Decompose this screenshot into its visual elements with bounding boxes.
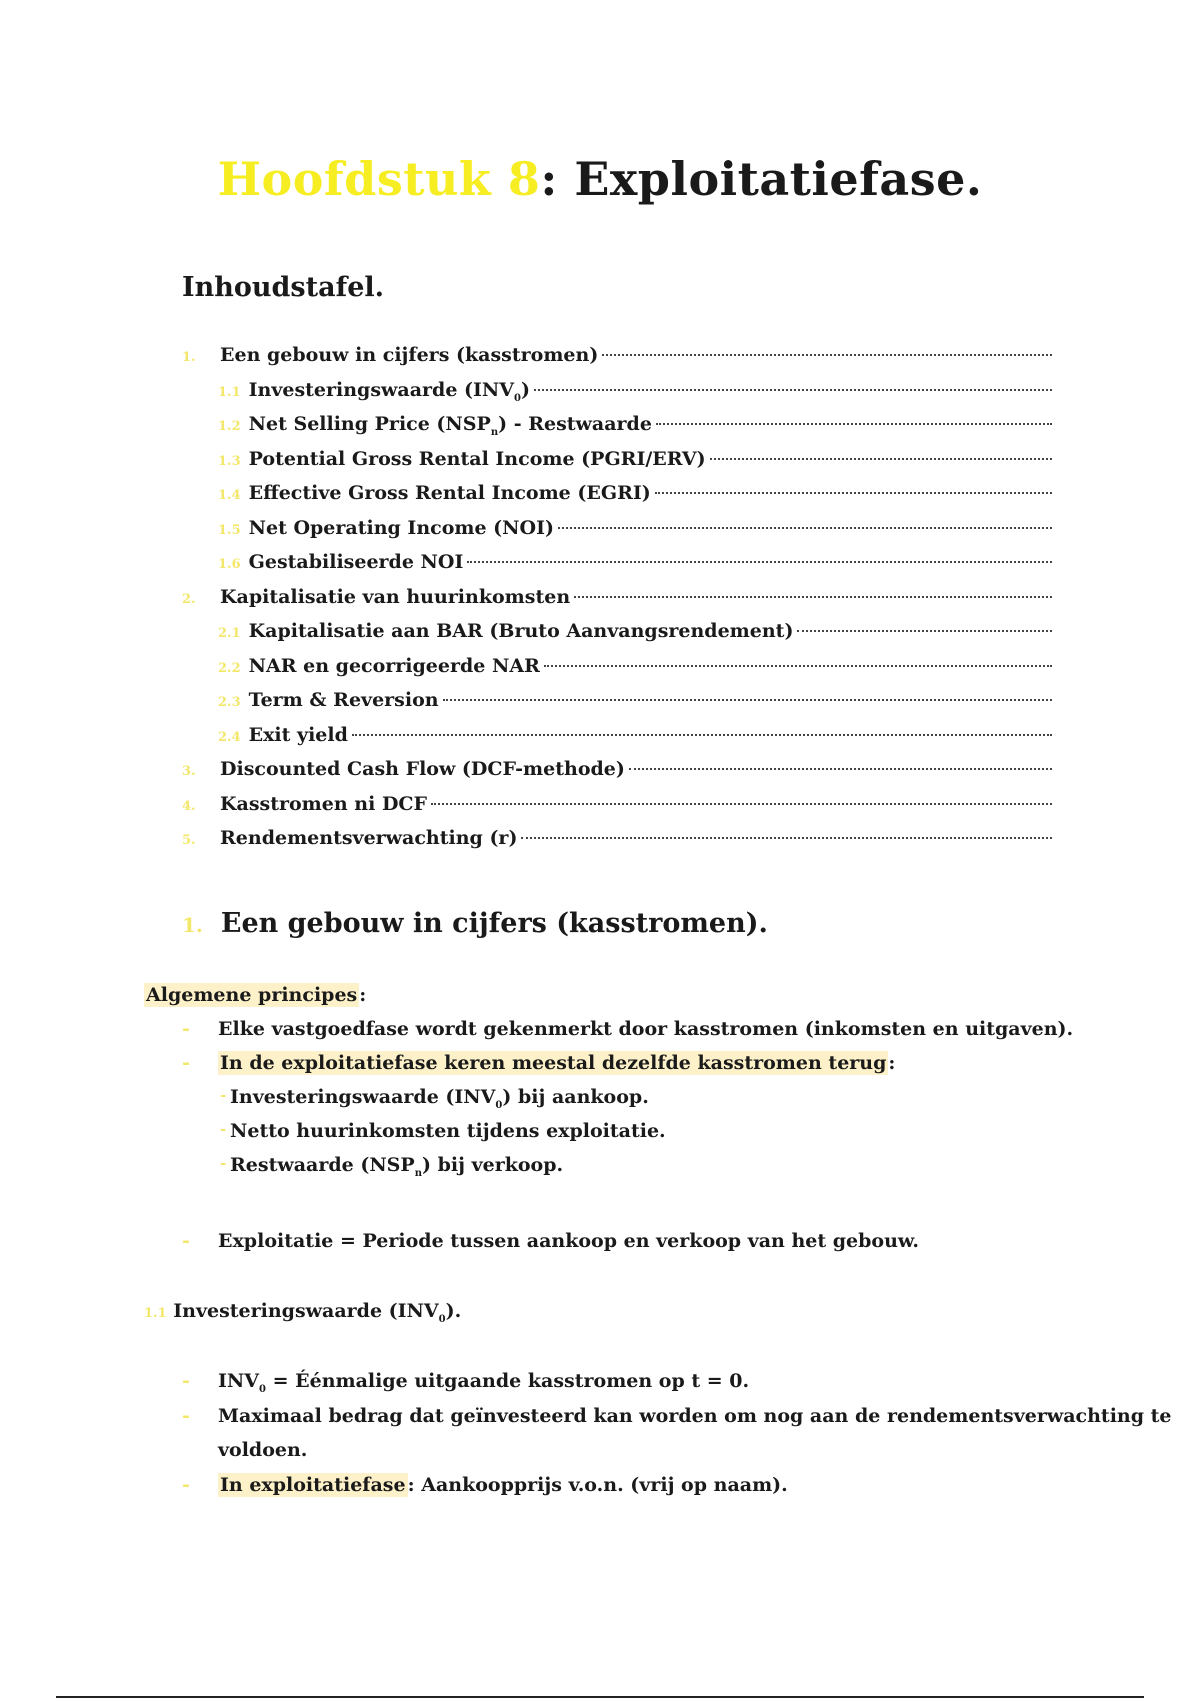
bullet-dash: - bbox=[182, 1018, 190, 1040]
toc-item-label: Discounted Cash Flow (DCF-methode) bbox=[220, 758, 625, 780]
bullet-dash: - bbox=[182, 1405, 190, 1427]
toc-item-number: 4. bbox=[182, 798, 196, 814]
toc-item-label: Exit yield bbox=[248, 723, 348, 746]
toc-item-number: 2.3 bbox=[218, 695, 241, 710]
toc-leader-dots bbox=[521, 837, 1052, 839]
toc-item-label: Kasstromen ni DCF bbox=[220, 792, 428, 815]
toc-heading: Inhoudstafel. bbox=[182, 272, 385, 303]
bullet-1: Elke vastgoedfase wordt gekenmerkt door kasstromen (inkomsten en uitgaven). bbox=[218, 1018, 1074, 1040]
toc-item-number: 1.4 bbox=[218, 488, 241, 503]
inv-bullet-3: In exploitatiefase : Aankoopprijs v.o.n. (vrij op naam). bbox=[220, 1474, 788, 1496]
toc-item-number: 1.3 bbox=[218, 453, 241, 469]
toc-item-number: 1. bbox=[182, 350, 196, 365]
toc-item-number: 2. bbox=[182, 591, 196, 607]
toc-item[interactable] bbox=[182, 827, 1052, 857]
toc-item[interactable] bbox=[218, 551, 1052, 581]
toc-item[interactable] bbox=[182, 586, 1052, 616]
bullet-dash: - bbox=[182, 1370, 190, 1392]
sub-bullet-1: Investeringswaarde $(INV_0)$ bij aankoop. bbox=[230, 1086, 649, 1111]
toc-leader-dots bbox=[431, 803, 1052, 805]
toc-item-number: 2.4 bbox=[218, 729, 241, 745]
toc-leader-dots bbox=[534, 389, 1052, 391]
toc-item-label: Investeringswaarde $(INV_0)$ bbox=[248, 378, 530, 404]
toc-item-label: Term & Reversion bbox=[248, 689, 439, 711]
toc-leader-dots bbox=[558, 527, 1052, 529]
sub-bullet-3: Restwaarde $(NSP_n)$ bij verkoop. bbox=[230, 1154, 564, 1179]
bullet-dash: - bbox=[182, 1474, 190, 1496]
toc-item[interactable] bbox=[182, 758, 1052, 788]
bullet-3: Exploitatie = Periode tussen aankoop en verkoop van het gebouw. bbox=[218, 1230, 919, 1252]
bullet-dash: - bbox=[182, 1052, 190, 1074]
toc-leader-dots bbox=[710, 458, 1052, 460]
toc-item-label: Een gebouw in cijfers (kasstromen) bbox=[220, 344, 599, 366]
toc-item-number: 3. bbox=[182, 764, 196, 779]
toc-item[interactable] bbox=[182, 344, 1052, 374]
section-number: 1. bbox=[182, 913, 203, 937]
toc-leader-dots bbox=[352, 734, 1052, 736]
toc-item[interactable] bbox=[218, 620, 1052, 650]
toc-leader-dots bbox=[443, 699, 1052, 701]
toc-item[interactable] bbox=[218, 413, 1052, 443]
toc-item-number: 1.2 bbox=[218, 419, 241, 434]
toc-item[interactable] bbox=[218, 482, 1052, 512]
toc-item[interactable] bbox=[218, 448, 1052, 478]
title-chapter: Hoofdstuk 8 bbox=[217, 152, 541, 206]
toc-item-number: 1.1 bbox=[218, 384, 241, 400]
toc-leader-dots bbox=[602, 354, 1052, 356]
toc-item[interactable] bbox=[218, 379, 1052, 409]
section-heading bbox=[182, 908, 768, 939]
toc-item-label: Kapitalisatie van huurinkomsten bbox=[220, 585, 571, 608]
footer-rule bbox=[56, 1696, 1144, 1698]
page-title bbox=[0, 152, 1200, 206]
section-title: Een gebouw in cijfers (kasstromen). bbox=[220, 908, 768, 939]
toc-item-label: Net Operating Income (NOI) bbox=[248, 516, 554, 539]
title-text: : Exploitatiefase. bbox=[540, 152, 983, 206]
toc-leader-dots bbox=[467, 561, 1052, 563]
toc-item-number: 1.5 bbox=[218, 522, 241, 538]
toc-item-label: Potential Gross Rental Income (PGRI/ERV) bbox=[248, 447, 706, 470]
principles-label: Algemene principes : bbox=[146, 984, 367, 1006]
toc-leader-dots bbox=[656, 423, 1052, 425]
inv-bullet-1: $INV_0$ = Éénmalige uitgaande kasstromen op t = 0. bbox=[218, 1370, 750, 1395]
bullet-2: In de exploitatiefase keren meestal dezelfde kasstromen terug : bbox=[220, 1052, 896, 1074]
toc-leader-dots bbox=[655, 492, 1052, 494]
toc-item[interactable] bbox=[182, 793, 1052, 823]
toc-item-label: NAR en gecorrigeerde NAR bbox=[248, 654, 540, 677]
toc-item-label: Kapitalisatie aan BAR (Bruto Aanvangsrendement) bbox=[248, 620, 794, 642]
sub-bullet-dash: - bbox=[220, 1154, 227, 1172]
toc-item-label: Net Selling Price $(NSP_n)$ - Restwaarde bbox=[248, 413, 652, 438]
toc-item-number: 5. bbox=[182, 833, 196, 848]
sub-bullet-2: Netto huurinkomsten tijdens exploitatie. bbox=[230, 1120, 666, 1142]
sub-bullet-dash: - bbox=[220, 1120, 227, 1138]
toc-item[interactable] bbox=[218, 724, 1052, 754]
toc-item-number: 2.1 bbox=[218, 626, 241, 641]
toc-item[interactable] bbox=[218, 655, 1052, 685]
toc-leader-dots bbox=[797, 630, 1052, 632]
toc-leader-dots bbox=[574, 596, 1052, 598]
toc-item[interactable] bbox=[218, 517, 1052, 547]
inv-bullet-2-line2: voldoen. bbox=[218, 1439, 308, 1461]
sub-bullet-dash: - bbox=[220, 1086, 227, 1104]
toc-item-number: 1.6 bbox=[218, 557, 241, 572]
toc-item[interactable] bbox=[218, 689, 1052, 719]
toc-item-number: 2.2 bbox=[218, 660, 241, 676]
toc-item-label: Effective Gross Rental Income (EGRI) bbox=[248, 482, 651, 504]
toc-item-label: Gestabiliseerde NOI bbox=[248, 551, 464, 573]
toc-leader-dots bbox=[544, 665, 1052, 667]
bullet-dash: - bbox=[182, 1230, 190, 1252]
subsection-heading: 1.1 Investeringswaarde $(INV_0)$. bbox=[144, 1300, 462, 1325]
toc-leader-dots bbox=[629, 768, 1052, 770]
inv-bullet-2-line1: Maximaal bedrag dat geïnvesteerd kan worden om nog aan de rendementsverwachting te bbox=[218, 1405, 1172, 1427]
toc-item-label: Rendementsverwachting (r) bbox=[220, 827, 518, 849]
